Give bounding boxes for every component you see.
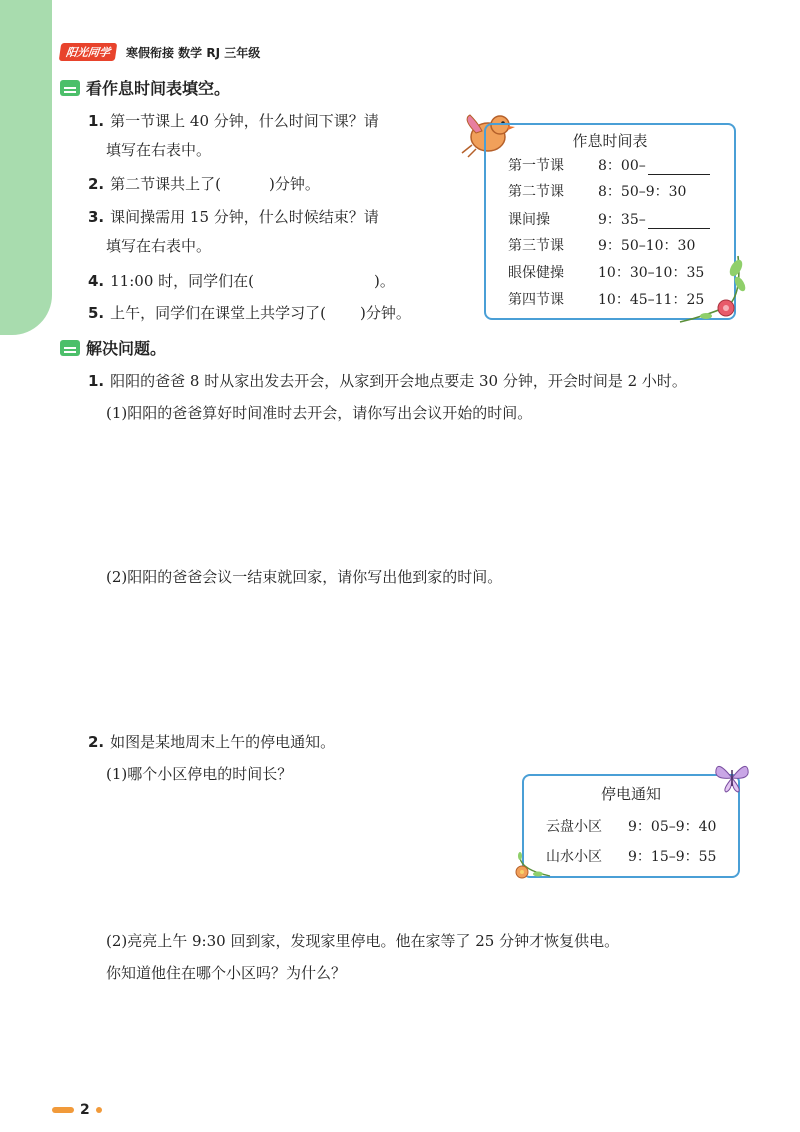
notice-label: 云盘小区 xyxy=(546,819,602,835)
page-number-text: 2 xyxy=(80,1102,90,1118)
problem-2-part-1: (1)哪个小区停电的时间长？ xyxy=(106,765,293,783)
schedule-label: 眼保健操 xyxy=(508,265,564,281)
question-text: 11:00 时，同学们在( xyxy=(110,272,254,290)
question-number: 4. xyxy=(88,272,105,290)
green-margin-band xyxy=(0,0,52,335)
notice-title: 停电通知 xyxy=(600,785,661,803)
question-number: 2. xyxy=(88,175,105,193)
schedule-time: 8：50–9：30 xyxy=(598,184,687,200)
header-title: 寒假衔接 数学 RJ 三年级 xyxy=(126,45,261,60)
fill-in-blank[interactable] xyxy=(648,155,710,175)
question-1 xyxy=(88,110,379,131)
butterfly-icon xyxy=(712,760,752,794)
notice-time: 9：05–9：40 xyxy=(628,819,717,835)
question-1-cont: 填写在右表中。 xyxy=(106,141,212,159)
question-text: )分钟。 xyxy=(269,175,320,193)
section-title-2 xyxy=(60,336,166,359)
question-text: 如图是某地周末上午的停电通知。 xyxy=(110,733,336,751)
problem-1-part-2: (2)阳阳的爸爸会议一结束就回家，请你写出他到家的时间。 xyxy=(106,568,503,586)
schedule-row xyxy=(508,209,710,229)
notice-label: 山水小区 xyxy=(546,849,602,865)
problem-1-part-1: (1)阳阳的爸爸算好时间准时去开会，请你写出会议开始的时间。 xyxy=(106,404,533,422)
page-number-dot xyxy=(96,1107,102,1113)
question-text: 第二节课共上了( xyxy=(110,175,221,193)
section-title-text: 看作息时间表填空。 xyxy=(86,79,231,98)
question-number: 3. xyxy=(88,208,105,226)
schedule-title: 作息时间表 xyxy=(572,132,648,150)
question-text: )。 xyxy=(374,272,395,290)
schedule-time: 8：00– xyxy=(598,158,646,174)
schedule-time: 10：30–10：35 xyxy=(598,265,705,281)
problem-2-part-2: (2)亮亮上午 9:30 回到家，发现家里停电。他在家等了 25 分钟才恢复供电。 xyxy=(106,932,620,950)
problem-2-part-2-cont: 你知道他住在哪个小区吗？为什么？ xyxy=(106,964,347,982)
small-flower-icon xyxy=(510,848,556,884)
question-text: 第一节课上 40 分钟，什么时间下课？请 xyxy=(110,112,379,130)
schedule-time: 9：50–10：30 xyxy=(598,238,696,254)
flower-vine-icon xyxy=(676,250,756,330)
section-title-1 xyxy=(60,76,230,99)
schedule-row xyxy=(508,235,695,255)
fill-in-blank[interactable] xyxy=(648,209,710,229)
page-number-bar xyxy=(52,1107,74,1113)
schedule-time: 10：45–11：25 xyxy=(598,292,705,308)
problem-1 xyxy=(88,370,687,391)
notice-row xyxy=(546,816,716,836)
question-number: 1. xyxy=(88,112,105,130)
question-text: 上午，同学们在课堂上共学习了( xyxy=(110,304,326,322)
question-3 xyxy=(88,206,379,227)
question-5 xyxy=(88,302,411,323)
schedule-label: 第四节课 xyxy=(508,292,564,308)
section-title-text: 解决问题。 xyxy=(86,339,167,358)
schedule-row xyxy=(508,289,704,309)
question-3-cont: 填写在右表中。 xyxy=(106,237,212,255)
question-number: 5. xyxy=(88,304,105,322)
question-number: 2. xyxy=(88,733,105,751)
schedule-row xyxy=(508,155,710,175)
question-text: 阳阳的爸爸 8 时从家出发去开会，从家到开会地点要走 30 分钟，开会时间是 2 小时。 xyxy=(110,372,687,390)
question-2 xyxy=(88,173,320,194)
question-text: 课间操需用 15 分钟，什么时候结束？请 xyxy=(110,208,379,226)
schedule-label: 第三节课 xyxy=(508,238,564,254)
question-text: )分钟。 xyxy=(360,304,411,322)
section-marker-icon xyxy=(60,80,80,96)
schedule-label: 课间操 xyxy=(508,212,550,228)
schedule-time: 9：35– xyxy=(598,212,646,228)
schedule-row xyxy=(508,181,686,201)
problem-2 xyxy=(88,731,335,752)
schedule-label: 第二节课 xyxy=(508,184,564,200)
brand-logo: 阳光同学 xyxy=(59,43,118,61)
section-marker-icon xyxy=(60,340,80,356)
schedule-row xyxy=(508,262,704,282)
question-4 xyxy=(88,270,395,291)
page-header xyxy=(60,42,260,62)
question-number: 1. xyxy=(88,372,105,390)
notice-row xyxy=(546,846,716,866)
notice-time: 9：15–9：55 xyxy=(628,849,717,865)
schedule-label: 第一节课 xyxy=(508,158,564,174)
page-number xyxy=(52,1102,102,1118)
